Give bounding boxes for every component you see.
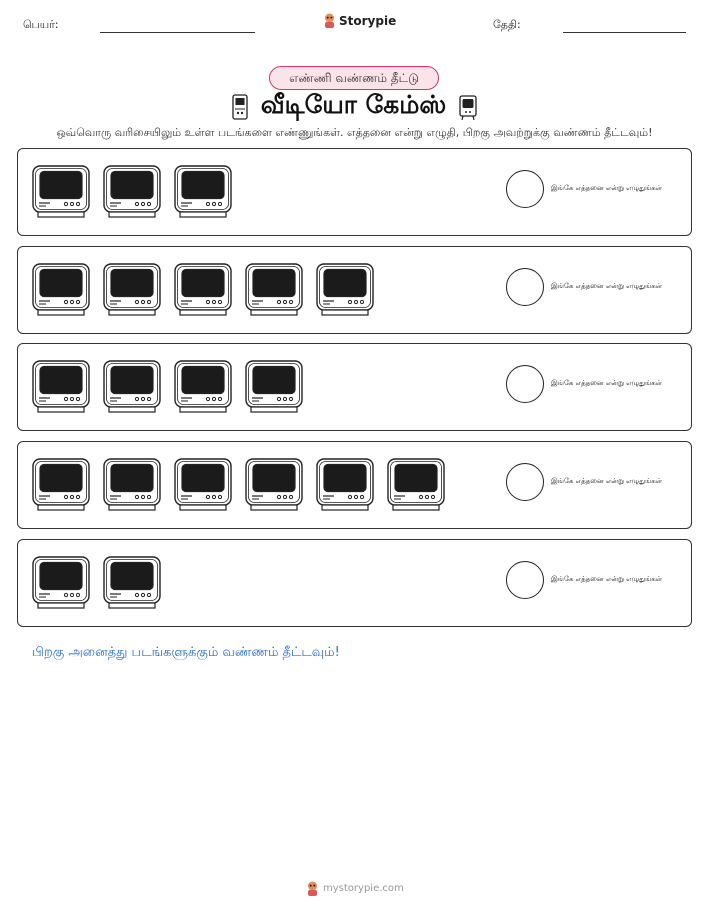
retro-tv-monitor-icon[interactable]	[101, 554, 163, 614]
brand-logo	[323, 13, 396, 28]
brand-name: Storypie	[339, 13, 397, 28]
name-label: பெயர்:	[23, 18, 59, 31]
retro-tv-monitor-icon[interactable]	[101, 261, 163, 321]
retro-tv-monitor-icon[interactable]	[243, 358, 305, 418]
answer-hint: இங்கே எத்தனை என்று எழுதுங்கள்	[551, 379, 663, 388]
name-write-line[interactable]	[100, 32, 255, 33]
answer-circle[interactable]	[506, 170, 544, 208]
answer-circle[interactable]	[506, 561, 544, 599]
retro-tv-monitor-icon[interactable]	[243, 456, 305, 516]
answer-hint: இங்கே எத்தனை என்று எழுதுங்கள்	[551, 281, 663, 290]
date-write-line[interactable]	[563, 32, 686, 33]
answer-circle[interactable]	[506, 268, 544, 306]
retro-tv-monitor-icon[interactable]	[30, 163, 92, 223]
answer-circle[interactable]	[506, 463, 544, 501]
date-label: தேதி:	[493, 18, 521, 31]
retro-tv-monitor-icon[interactable]	[172, 163, 234, 223]
storypie-mascot-icon	[323, 13, 336, 28]
retro-tv-cabinet-icon	[458, 93, 478, 121]
retro-tv-monitor-icon[interactable]	[385, 456, 447, 516]
retro-tv-monitor-icon[interactable]	[101, 163, 163, 223]
answer-hint: இங்கே எத்தனை என்று எழுதுங்கள்	[551, 184, 663, 192]
counting-row	[17, 539, 692, 627]
site-url: mystorypie.com	[323, 883, 404, 894]
retro-tv-monitor-icon[interactable]	[314, 456, 376, 516]
title-row	[0, 90, 709, 123]
storypie-mascot-icon	[306, 881, 319, 896]
retro-tv-monitor-icon[interactable]	[172, 261, 234, 321]
instructions: ஒவ்வொரு வரிசையிலும் உள்ள படங்களை எண்ணுங்கள். எத்தனை என்று எழுதி, பிறகு அவற்றுக்கு வண்ணம் தீட்டவும்!	[56, 126, 653, 139]
retro-tv-monitor-icon[interactable]	[314, 261, 376, 321]
answer-hint: இங்கே எத்தனை என்று எழுதுங்கள்	[551, 574, 663, 583]
retro-tv-monitor-icon[interactable]	[101, 358, 163, 418]
counting-row	[17, 343, 692, 431]
retro-tv-monitor-icon[interactable]	[101, 456, 163, 516]
retro-tv-monitor-icon[interactable]	[172, 456, 234, 516]
retro-tv-monitor-icon[interactable]	[172, 358, 234, 418]
answer-hint: இங்கே எத்தனை என்று எழுதுங்கள்	[551, 477, 663, 486]
retro-tv-monitor-icon[interactable]	[30, 554, 92, 614]
answer-circle[interactable]	[506, 365, 544, 403]
counting-row	[17, 246, 692, 334]
arcade-cabinet-icon	[231, 93, 249, 121]
retro-tv-monitor-icon[interactable]	[243, 261, 305, 321]
counting-row	[17, 441, 692, 529]
retro-tv-monitor-icon[interactable]	[30, 358, 92, 418]
counting-row	[17, 148, 692, 236]
retro-tv-monitor-icon[interactable]	[30, 261, 92, 321]
activity-pill: எண்ணி வண்ணம் தீட்டு	[269, 66, 439, 90]
page-title: வீடியோ கேம்ஸ்	[260, 90, 447, 119]
site-footer	[306, 881, 404, 896]
footer-note: பிறகு அனைத்து படங்களுக்கும் வண்ணம் தீட்டவும்!	[32, 645, 340, 660]
retro-tv-monitor-icon[interactable]	[30, 456, 92, 516]
